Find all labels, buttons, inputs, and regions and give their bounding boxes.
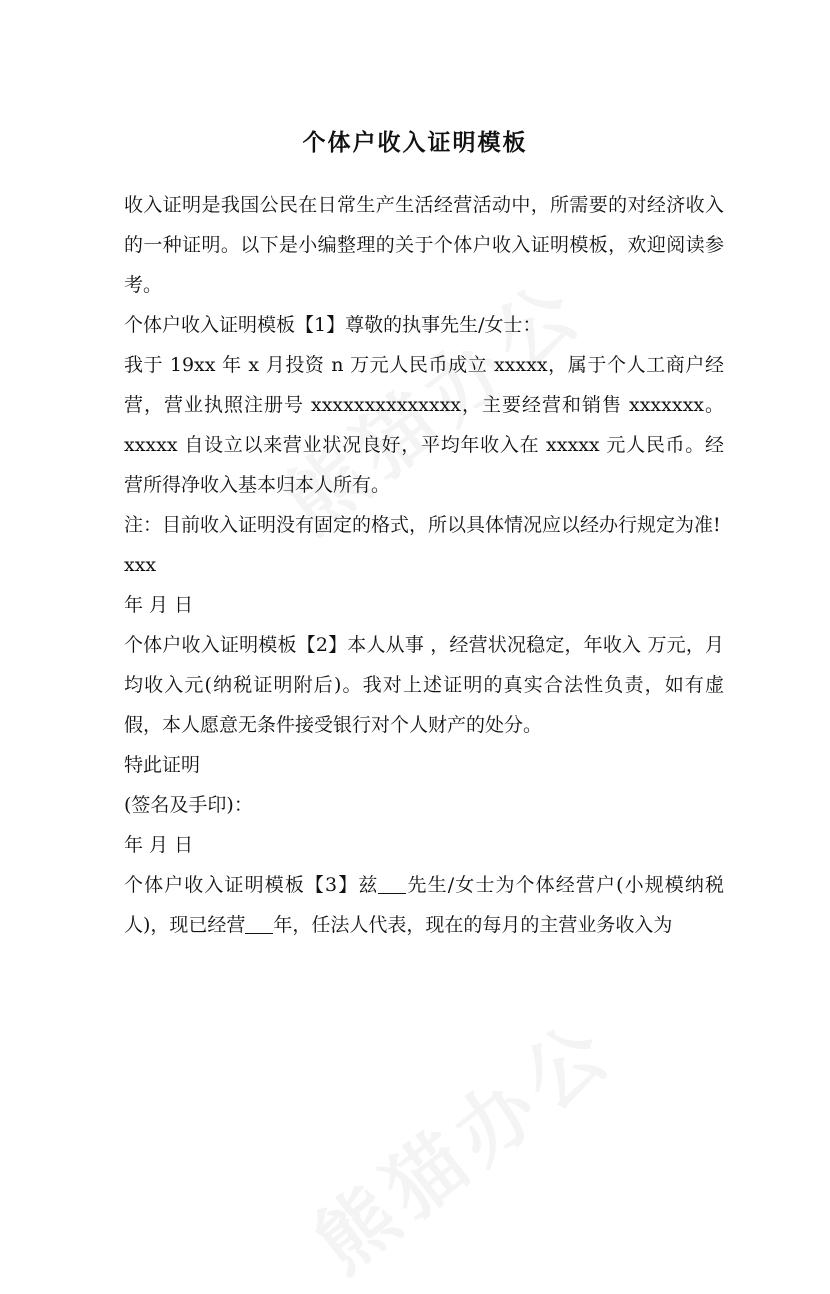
template-3-text: 年，任法人代表，现在的每月的主营业务收入为	[273, 914, 673, 936]
template-1-heading: 个体户收入证明模板【1】尊敬的执事先生/女士：	[124, 314, 542, 336]
certification-line: 特此证明	[124, 754, 201, 776]
signature-placeholder: xxx	[124, 554, 157, 576]
document-body	[124, 185, 724, 945]
intro-paragraph: 收入证明是我国公民在日常生产生活经营活动中，所需要的对经济收入的一种证明。以下是小编整理的关于个体户收入证明模板，欢迎阅读参考。	[124, 194, 724, 296]
date-line: 年 月 日	[124, 594, 194, 616]
signature-line: (签名及手印)：	[124, 794, 253, 816]
note-paragraph: 注：目前收入证明没有固定的格式，所以具体情况应以经办行规定为准!	[124, 514, 721, 536]
template-2-body: 个体户收入证明模板【2】本人从事 ，经营状况稳定，年收入 万元，月均收入元(纳税证明附后)。我对上述证明的真实合法性负责，如有虚假，本人愿意无条件接受银行对个人财产的处分。	[124, 634, 724, 736]
document-title: 个体户收入证明模板	[302, 129, 528, 156]
date-line: 年 月 日	[124, 834, 194, 856]
template-3-text: 先生/女士为个体经营户(小规模纳税人)，现已经营	[124, 874, 724, 936]
blank-field	[245, 915, 273, 934]
template-3-text: 个体户收入证明模板【3】兹	[124, 874, 379, 896]
template-1-body: 我于 19xx 年 x 月投资 n 万元人民币成立 xxxxx，属于个人工商户经营，营业执照注册号 xxxxxxxxxxxxxx，主要经营和销售 xxxxxxx。xxxxx 自设立以来营业状况良好，平均年收入在 xxxxx 元人民币。经营所得净收入基本归本人所有。	[124, 354, 724, 496]
template-3-body	[124, 865, 724, 945]
watermark	[288, 989, 634, 1294]
blank-field	[378, 875, 406, 894]
